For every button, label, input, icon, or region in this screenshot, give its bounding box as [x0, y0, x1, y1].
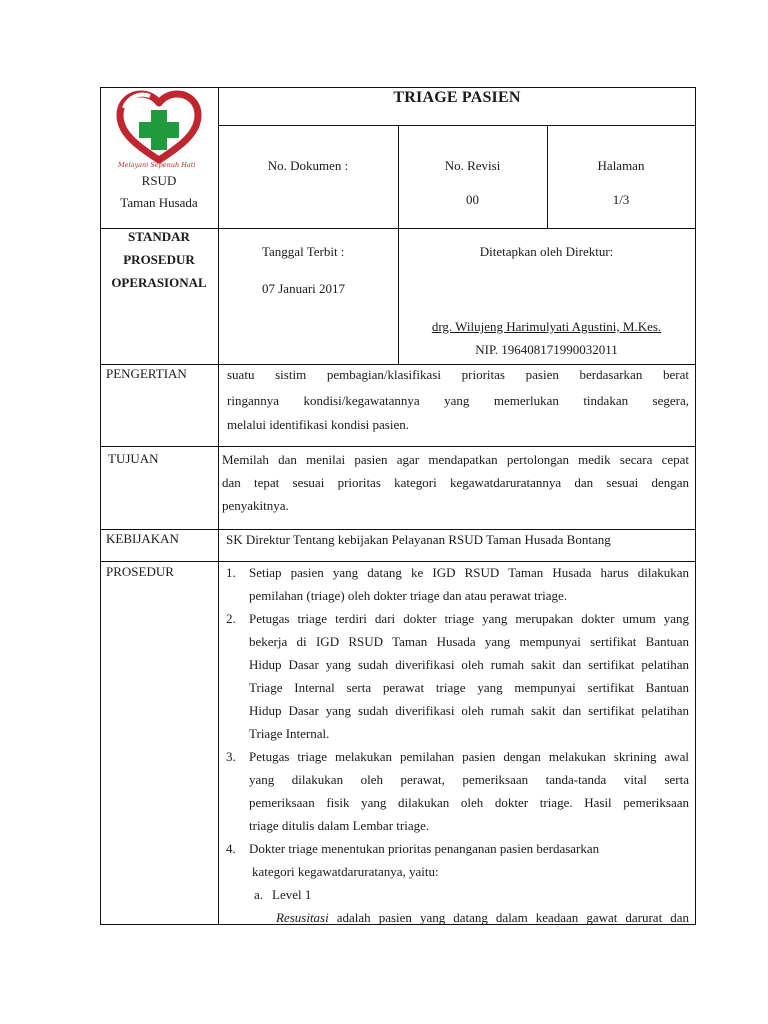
sub-list-letter: a. [254, 887, 264, 902]
list-line: Dokter triage menentukan prioritas penanganan pasien berdasarkan [249, 841, 600, 856]
spo-label-line3: OPERASIONAL [111, 275, 207, 290]
pengertian-divider [100, 446, 696, 447]
tujuan-line: penyakitnya. [222, 498, 289, 513]
list-line: Hidup Dasar yang sudah diverifikasi oleh rumah sakit dan sertifikat pelatihan [249, 703, 689, 718]
spo-label-line2: PROSEDUR [123, 252, 195, 267]
list-number: 3. [226, 749, 236, 764]
list-number: 4. [226, 841, 236, 856]
page-value: 1/3 [612, 192, 630, 207]
list-number: 1. [226, 565, 236, 580]
resusitasi-term: Resusitasi [276, 910, 329, 925]
tujuan-divider [100, 529, 696, 530]
tujuan-line: Memilah dan menilai pasien agar mendapatkan pertolongan medik secara cepat [222, 452, 689, 467]
kebijakan-text: SK Direktur Tentang kebijakan Pelayanan RSUD Taman Husada Bontang [226, 532, 611, 547]
list-line: Setiap pasien yang datang ke IGD RSUD Taman Husada harus dilakukan [249, 565, 689, 580]
resusitasi-text: adalah pasien yang datang dalam keadaan gawat darurat dan [328, 910, 689, 925]
list-line: Triage Internal. [249, 726, 330, 741]
issued-date-value: 07 Januari 2017 [262, 281, 346, 296]
approved-by-label: Ditetapkan oleh Direktur: [479, 244, 614, 259]
pengertian-label: PENGERTIAN [106, 366, 187, 381]
list-line: Petugas triage terdiri dari dokter triage yang merupakan dokter umum yang [249, 611, 689, 626]
spo-label-line1: STANDAR [128, 229, 190, 244]
revision-value: 00 [466, 192, 479, 207]
column-divider [218, 87, 219, 925]
rev-page-divider [547, 125, 548, 229]
tujuan-label: TUJUAN [108, 451, 159, 466]
doc-number-label: No. Dokumen : [267, 158, 349, 173]
list-number: 2. [226, 611, 236, 626]
sub-list-label: Level 1 [272, 887, 312, 902]
list-line: triage ditulis dalam Lembar triage. [249, 818, 430, 833]
list-line: bekerja di IGD RSUD Taman Husada yang mempunyai sertifikat Bantuan [249, 634, 689, 649]
resusitasi-line [276, 910, 689, 926]
title-row-divider [218, 125, 696, 126]
director-nip: NIP. 196408171990032011 [475, 342, 618, 357]
logo-tagline: Melayani Sepenuh Hati [118, 161, 196, 169]
hospital-name-line1: RSUD [141, 173, 177, 188]
kebijakan-divider [100, 561, 696, 562]
pengertian-line: suatu sistim pembagian/klasifikasi prioritas pasien berdasarkan berat [227, 367, 689, 382]
list-line: pemeriksaan fisik yang dilakukan oleh dokter triage. Hasil pemeriksaan [249, 795, 689, 810]
list-line: Petugas triage melakukan pemilahan pasien dengan melakukan skrining awal [249, 749, 689, 764]
pengertian-line: melalui identifikasi kondisi pasien. [227, 417, 409, 432]
list-line: Hidup Dasar yang sudah diverifikasi oleh rumah sakit dan sertifikat pelatihan [249, 657, 689, 672]
document-title: TRIAGE PASIEN [393, 89, 521, 106]
spo-row-divider [100, 364, 696, 365]
list-line: pemilahan (triage) oleh dokter triage dan atau perawat triage. [249, 588, 567, 603]
director-name: drg. Wilujeng Harimulyati Agustini, M.Kes. [431, 319, 662, 334]
table-border-right [695, 87, 696, 925]
list-line: kategori kegawatdaruratanya, yaitu: [252, 864, 439, 879]
table-border-left [100, 87, 101, 925]
tujuan-line: dan tepat sesuai prioritas kategori kegawatdaruratannya dan sesuai dengan [222, 475, 689, 490]
kebijakan-label: KEBIJAKAN [106, 531, 179, 546]
revision-label: No. Revisi [444, 158, 501, 173]
issued-date-label: Tanggal Terbit : [262, 244, 345, 259]
hospital-name-line2: Taman Husada [120, 195, 198, 210]
prosedur-label: PROSEDUR [106, 564, 174, 579]
list-line: yang dilakukan oleh perawat, pemeriksaan tanda-tanda vital serta [249, 772, 689, 787]
list-line: Triage Internal serta perawat triage yang mempunyai sertifikat Bantuan [249, 680, 689, 695]
pengertian-line: ringannya kondisi/kegawatannya yang memerlukan tindakan segera, [227, 393, 689, 408]
page-label: Halaman [597, 158, 645, 173]
